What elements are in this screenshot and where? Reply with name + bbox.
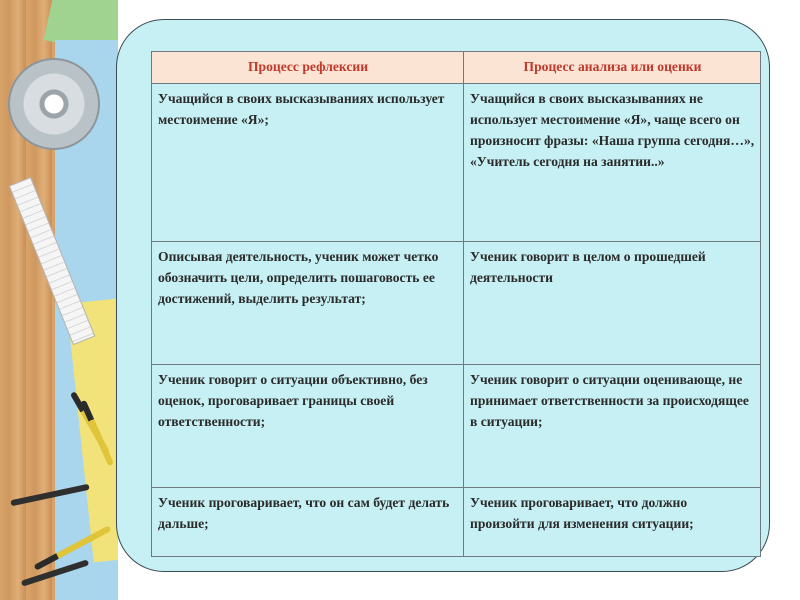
cell-reflection: Ученик говорит о ситуации объективно, без оценок, проговаривает границы своей ответственности;	[152, 365, 464, 488]
header-reflection: Процесс рефлексии	[152, 52, 464, 84]
table-row	[152, 488, 761, 557]
cell-reflection: Ученик проговаривает, что он сам будет делать дальше;	[152, 488, 464, 557]
cell-analysis: Ученик проговаривает, что должно произойти для изменения ситуации;	[464, 488, 761, 557]
cell-analysis: Учащийся в своих высказываниях не использует местоимение «Я», чаще всего он произносит фразы: «Наша группа сегодня…», «Учитель сегодня на занятии..»	[464, 84, 761, 242]
table-row	[152, 242, 761, 365]
cell-analysis: Ученик говорит в целом о прошедшей деятельности	[464, 242, 761, 365]
table-row	[152, 84, 761, 242]
table-header-row	[152, 52, 761, 84]
cell-reflection: Описывая деятельность, ученик может четко обозначить цели, определить пошаговость ее достижений, выделить результат;	[152, 242, 464, 365]
comparison-table	[151, 51, 761, 557]
table-row	[152, 365, 761, 488]
cell-reflection: Учащийся в своих высказываниях использует местоимение «Я»;	[152, 84, 464, 242]
cd-disc-icon	[8, 58, 100, 150]
cell-analysis: Ученик говорит о ситуации оценивающе, не принимает ответственности за происходящее в ситуации;	[464, 365, 761, 488]
desk-background	[0, 0, 118, 600]
header-analysis: Процесс анализа или оценки	[464, 52, 761, 84]
